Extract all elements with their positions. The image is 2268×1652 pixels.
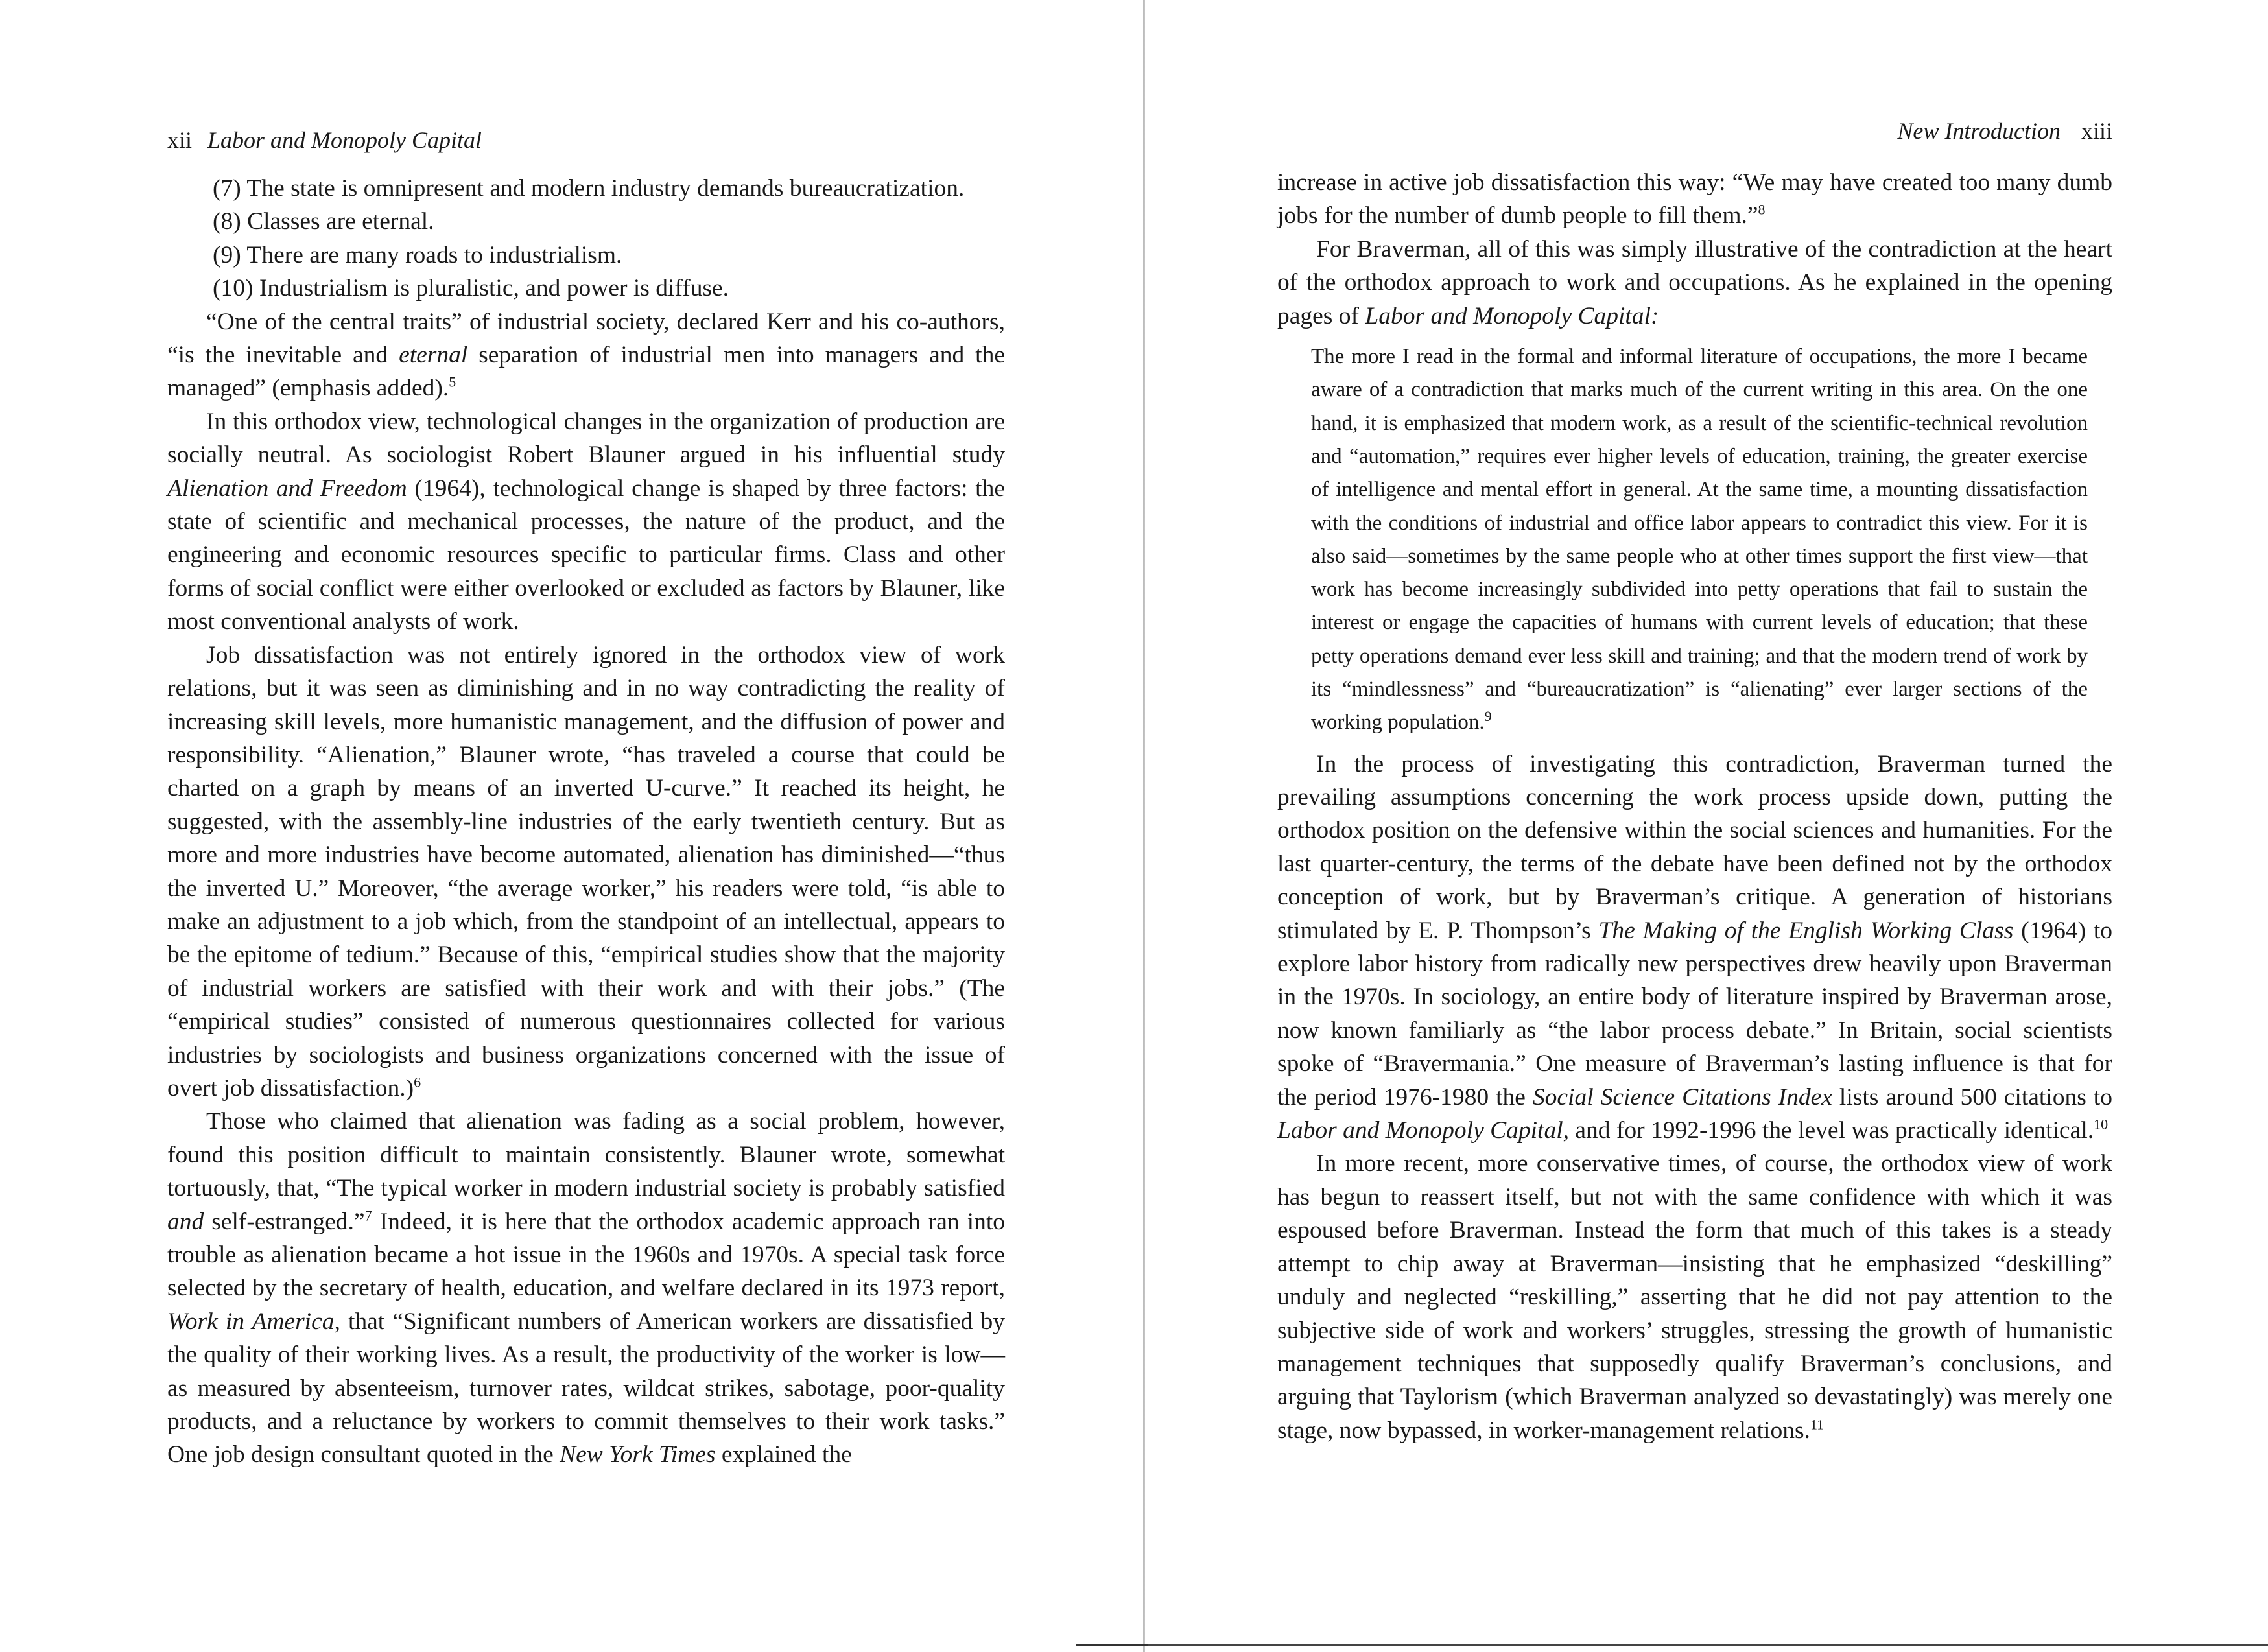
running-title-right: New Introduction — [1897, 118, 2061, 144]
paragraph-braverman-contradiction: For Braverman, all of this was simply illustrative of the contradiction at the heart of the orthodox approach to work and occupations. As he explained in the opening pages of Labor and Monopoly Capital: — [1277, 235, 2112, 329]
book-title-labor-monopoly: Labor and Monopoly Capital: — [1365, 302, 1659, 329]
running-head-left — [167, 128, 482, 152]
right-body-text — [1277, 166, 2112, 1447]
emphasis-eternal: eternal — [399, 342, 468, 369]
footnote-ref-10: 10 — [2094, 1116, 2109, 1133]
footnote-ref-11: 11 — [1810, 1416, 1825, 1433]
report-title-work-in-america: Work in America, — [167, 1308, 340, 1335]
page-number-right: xiii — [2081, 118, 2112, 144]
right-page — [1146, 0, 2268, 1652]
book-title-labor-monopoly-2: Labor and Monopoly Capital, — [1277, 1117, 1570, 1144]
list-item-8: (8) Classes are eternal. — [213, 208, 434, 235]
running-head-right — [1897, 119, 2112, 143]
page-number-left: xii — [167, 127, 193, 153]
paragraph-recent-times: In more recent, more conservative times, of course, the orthodox view of work has begun to reassert itself, but not with the same confidence with which it was espoused before Braverman. Instead the form that much of this takes is a steady attempt to chip away at Braverman—insisting that he emphasized “deskilling” unduly and neglected “reskilling,” asserting that he did not pay attention to the subjective side of work and workers’ struggles, stressing the growth of humanistic management techniques that supposedly qualify Braverman’s conclusions, and arguing that Taylorism (which Braverman analyzed so devastatingly) was merely one stage, now bypassed, in worker-management relations.$^{11}$ — [1277, 1150, 2112, 1444]
emphasis-and: and — [167, 1208, 204, 1235]
index-title: Social Science Citations Index — [1532, 1083, 1832, 1111]
paragraph-blauner: In this orthodox view, technological changes in the organization of production are socially neutral. As sociologist Robert Blauner argued in his influential study Alienation and Freedom (1964), technological change is shaped by three factors: the state of scientific and mechanical processes, the nature of the product, and the engineering and economic resources specific to particular firms. Class and other forms of social conflict were either overlooked or excluded as factors by Blauner, like most conventional analysts of work. — [167, 408, 1005, 635]
list-item-10: (10) Industrialism is pluralistic, and power is diffuse. — [213, 275, 729, 302]
paragraph-continuation: increase in active job dissatisfaction this way: “We may have created too many dumb jobs for the number of dumb people to fill them.”$^8$ — [1277, 169, 2112, 230]
running-title-left: Labor and Monopoly Capital — [207, 127, 482, 153]
paragraph-kerr: “One of the central traits” of industrial society, declared Kerr and his co-authors, “is the inevitable and eternal separation of industrial men into managers and the managed” (emphasis added).$^5$ — [167, 308, 1005, 402]
list-item-7: (7) The state is omnipresent and modern industry demands bureaucratization. — [213, 175, 965, 202]
footnote-ref-6: 6 — [414, 1074, 421, 1091]
footnote-ref-7: 7 — [364, 1207, 372, 1224]
footnote-ref-8: 8 — [1758, 201, 1766, 218]
newspaper-title: New York Times — [560, 1441, 716, 1469]
book-title-english-working-class: The Making of the English Working Class — [1598, 917, 2014, 944]
paragraph-job-dissatisfaction: Job dissatisfaction was not entirely ignored in the orthodox view of work relations, but it was seen as diminishing and in no way contradicting the reality of increasing skill levels, more humanistic management, and the diffusion of power and responsibility. “Alienation,” Blauner wrote, “has traveled a course that could be charted on a graph by means of an inverted U-curve.” It reached its height, he suggested, with the assembly-line industries of the early twentieth century. But as more and more industries have become automated, alienation has diminished—“thus the inverted U.” Moreover, “the average worker,” his readers were told, “is able to make an adjustment to a job which, from the standpoint of an intellectual, appears to be the epitome of tedium.” Because of this, “empirical studies show that the majority of industrial workers are satisfied with their work and with their jobs.” (The “empirical studies” consisted of numerous questionnaires collected for various industries by sociologists and business organizations concerned with the issue of overt job dissatisfaction.)$^6$ — [167, 641, 1005, 1102]
block-quote: The more I read in the formal and informal literature of occupations, the more I became aware of a contradiction that marks much of the current writing in this area. On the one hand, it is emphasized that modern work, as a result of the scientific-technical revolution and “automation,” requires ever higher levels of education, training, the greater exercise of intelligence and mental effort in general. At the same time, a mounting dissatisfaction with the conditions of industrial and office labor appears to contradict this view. For it is also said—sometimes by the same people who at other times support the first view—that work has become increasingly subdivided into petty operations that fail to sustain the interest or engage the capacities of humans with current levels of education; that these petty operations demand ever less skill and training; and that the modern trend of work by its “mindlessness” and “bureaucratization” is “alienating” ever larger sections of the working population.$^9$ — [1311, 345, 2088, 735]
footnote-ref-9: 9 — [1484, 708, 1492, 725]
paragraph-alienation-fading: Those who claimed that alienation was fading as a social problem, however, found this position difficult to maintain consistently. Blauner wrote, somewhat tortuously, that, “The typical worker in modern industrial society is probably satisfied and self-estranged.”$^7$ Indeed, it is here that the orthodox academic approach ran into trouble as alienation became a hot issue in the 1960s and 1970s. A special task force selected by the secretary of health, education, and welfare declared in its 1973 report, Work in America, that “Significant numbers of American workers are dissatisfied by the quality of their working lives. As a result, the productivity of the worker is low—as measured by absenteeism, turnover rates, wildcat strikes, sabotage, poor-quality products, and a reluctance by workers to commit themselves to their work tasks.” One job design consultant quoted in the New York Times explained the — [167, 1108, 1005, 1469]
bottom-edge-right — [1148, 1644, 2268, 1646]
footnote-ref-5: 5 — [449, 373, 456, 390]
left-body-text — [167, 172, 1005, 1472]
list-item-9: (9) There are many roads to industrialism. — [213, 241, 622, 268]
bottom-edge-left — [1076, 1644, 1148, 1646]
paragraph-investigating: In the process of investigating this contradiction, Braverman turned the prevailing assumptions concerning the work process upside down, putting the orthodox position on the defensive within the social sciences and humanities. For the last quarter-century, the terms of the debate have been defined not by the orthodox conception of work, but by Braverman’s critique. A generation of historians stimulated by E. P. Thompson’s The Making of the English Working Class (1964) to explore labor history from radically new perspectives drew heavily upon Braverman in the 1970s. In sociology, an entire body of literature inspired by Braverman arose, now known familiarly as “the labor process debate.” In Britain, social scientists spoke of “Bravermania.” One measure of Braverman’s lasting influence is that for the period 1976-1980 the Social Science Citations Index lists around 500 citations to Labor and Monopoly Capital, and for 1992-1996 the level was practically identical.$^{10}$ — [1277, 750, 2112, 1144]
book-title-alienation: Alienation and Freedom — [167, 475, 407, 502]
book-gutter — [1143, 0, 1145, 1652]
